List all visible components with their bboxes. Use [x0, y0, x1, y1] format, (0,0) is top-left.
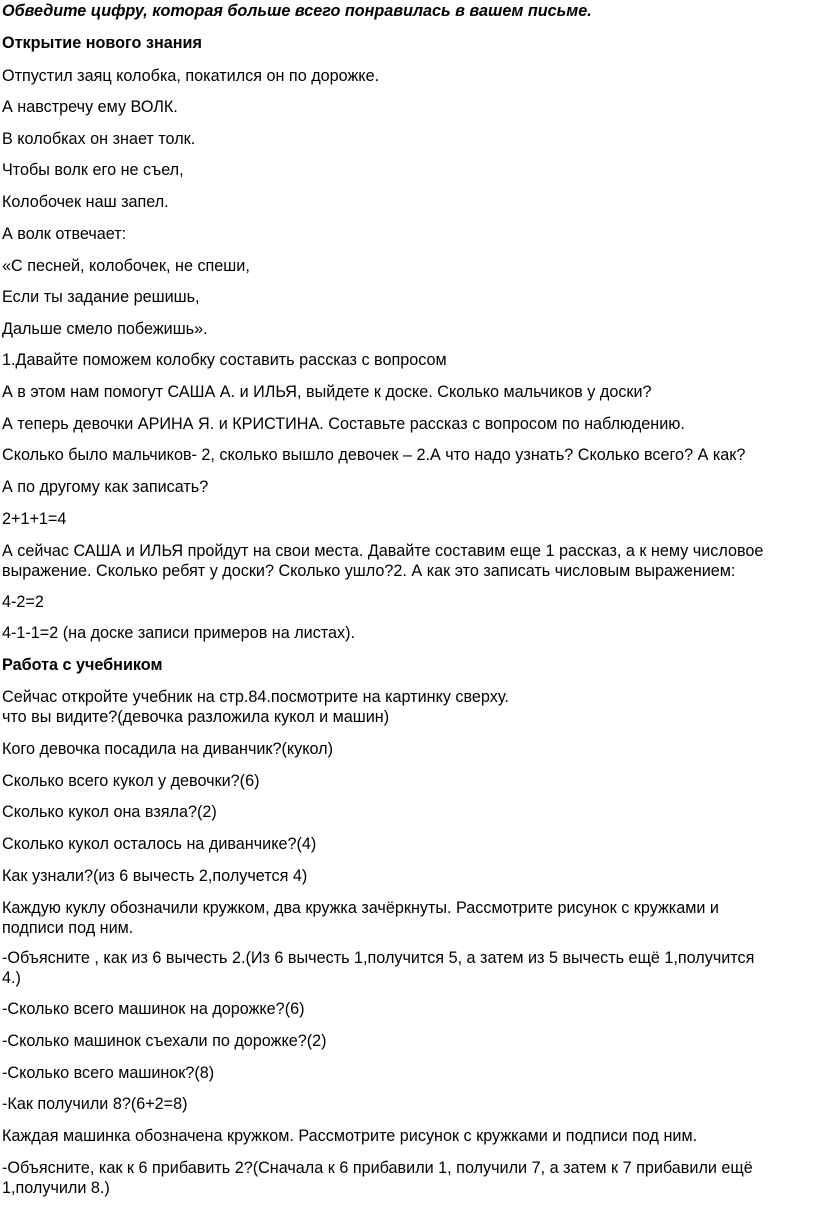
- question: -Объясните , как из 6 вычесть 2.(Из 6 вычесть 1,получится 5, а затем из 5 вычесть ещё 1,получится 4.): [2, 949, 755, 987]
- paragraph: Сейчас откройте учебник на стр.84.посмотрите на картинку сверху. что вы видите?(девочка разложила кукол и машин): [2, 688, 509, 726]
- paragraph: Каждая машинка обозначена кружком. Рассмотрите рисунок с кружками и подписи под ним.: [2, 1127, 698, 1145]
- paragraph: А по другому как записать?: [2, 478, 209, 496]
- section-heading-textbook: Работа с учебником: [2, 656, 163, 674]
- poem-line: Если ты задание решишь,: [2, 288, 200, 306]
- poem-line: «С песней, колобочек, не спеши,: [2, 257, 250, 275]
- question: -Сколько машинок съехали по дорожке?(2): [2, 1032, 327, 1050]
- question: Сколько всего кукол у девочки?(6): [2, 772, 260, 790]
- question: Сколько кукол она взяла?(2): [2, 803, 217, 821]
- paragraph: А сейчас САША и ИЛЬЯ пройдут на свои места. Давайте составим еще 1 рассказ, а к нему числовое выражение. Сколько ребят у доски? Сколько ушло?2. А как это записать числовым выражением:: [2, 542, 764, 580]
- paragraph: 1.Давайте поможем колобку составить рассказ с вопросом: [2, 351, 447, 369]
- question: -Объясните, как к 6 прибавить 2?(Сначала к 6 прибавили 1, получили 7, а затем к 7 прибавили ещё 1,получили 8.): [2, 1159, 753, 1197]
- poem-line: Чтобы волк его не съел,: [2, 161, 184, 179]
- paragraph: А в этом нам помогут САША А. и ИЛЬЯ, выйдете к доске. Сколько мальчиков у доски?: [2, 383, 652, 401]
- poem-line: Отпустил заяц колобка, покатился он по дорожке.: [2, 67, 380, 85]
- math-expression: 4-1-1=2 (на доске записи примеров на листах).: [2, 624, 356, 642]
- question: Как узнали?(из 6 вычесть 2,получется 4): [2, 867, 308, 885]
- poem-line: В колобках он знает толк.: [2, 130, 196, 148]
- poem-line: А волк отвечает:: [2, 225, 127, 243]
- section-heading-new-knowledge: Открытие нового знания: [2, 34, 202, 52]
- math-expression: 4-2=2: [2, 593, 44, 611]
- question: Кого девочка посадила на диванчик?(кукол): [2, 740, 334, 758]
- question: Сколько кукол осталось на диванчике?(4): [2, 835, 317, 853]
- question: -Сколько всего машинок на дорожке?(6): [2, 1000, 305, 1018]
- paragraph: Каждую куклу обозначили кружком, два кружка зачёркнуты. Рассмотрите рисунок с кружками и подписи под ним.: [2, 899, 719, 937]
- paragraph: Сколько было мальчиков- 2, сколько вышло девочек – 2.А что надо узнать? Сколько всего? А как?: [2, 446, 746, 464]
- task-instruction: Обведите цифру, которая больше всего понравилась в вашем письме.: [2, 2, 592, 20]
- math-expression: 2+1+1=4: [2, 510, 67, 528]
- poem-line: Дальше смело побежишь».: [2, 320, 208, 338]
- poem-line: А навстречу ему ВОЛК.: [2, 98, 178, 116]
- question: -Как получили 8?(6+2=8): [2, 1095, 188, 1113]
- poem-line: Колобочек наш запел.: [2, 193, 169, 211]
- paragraph: А теперь девочки АРИНА Я. и КРИСТИНА. Составьте рассказ с вопросом по наблюдению.: [2, 415, 685, 433]
- question: -Сколько всего машинок?(8): [2, 1064, 215, 1082]
